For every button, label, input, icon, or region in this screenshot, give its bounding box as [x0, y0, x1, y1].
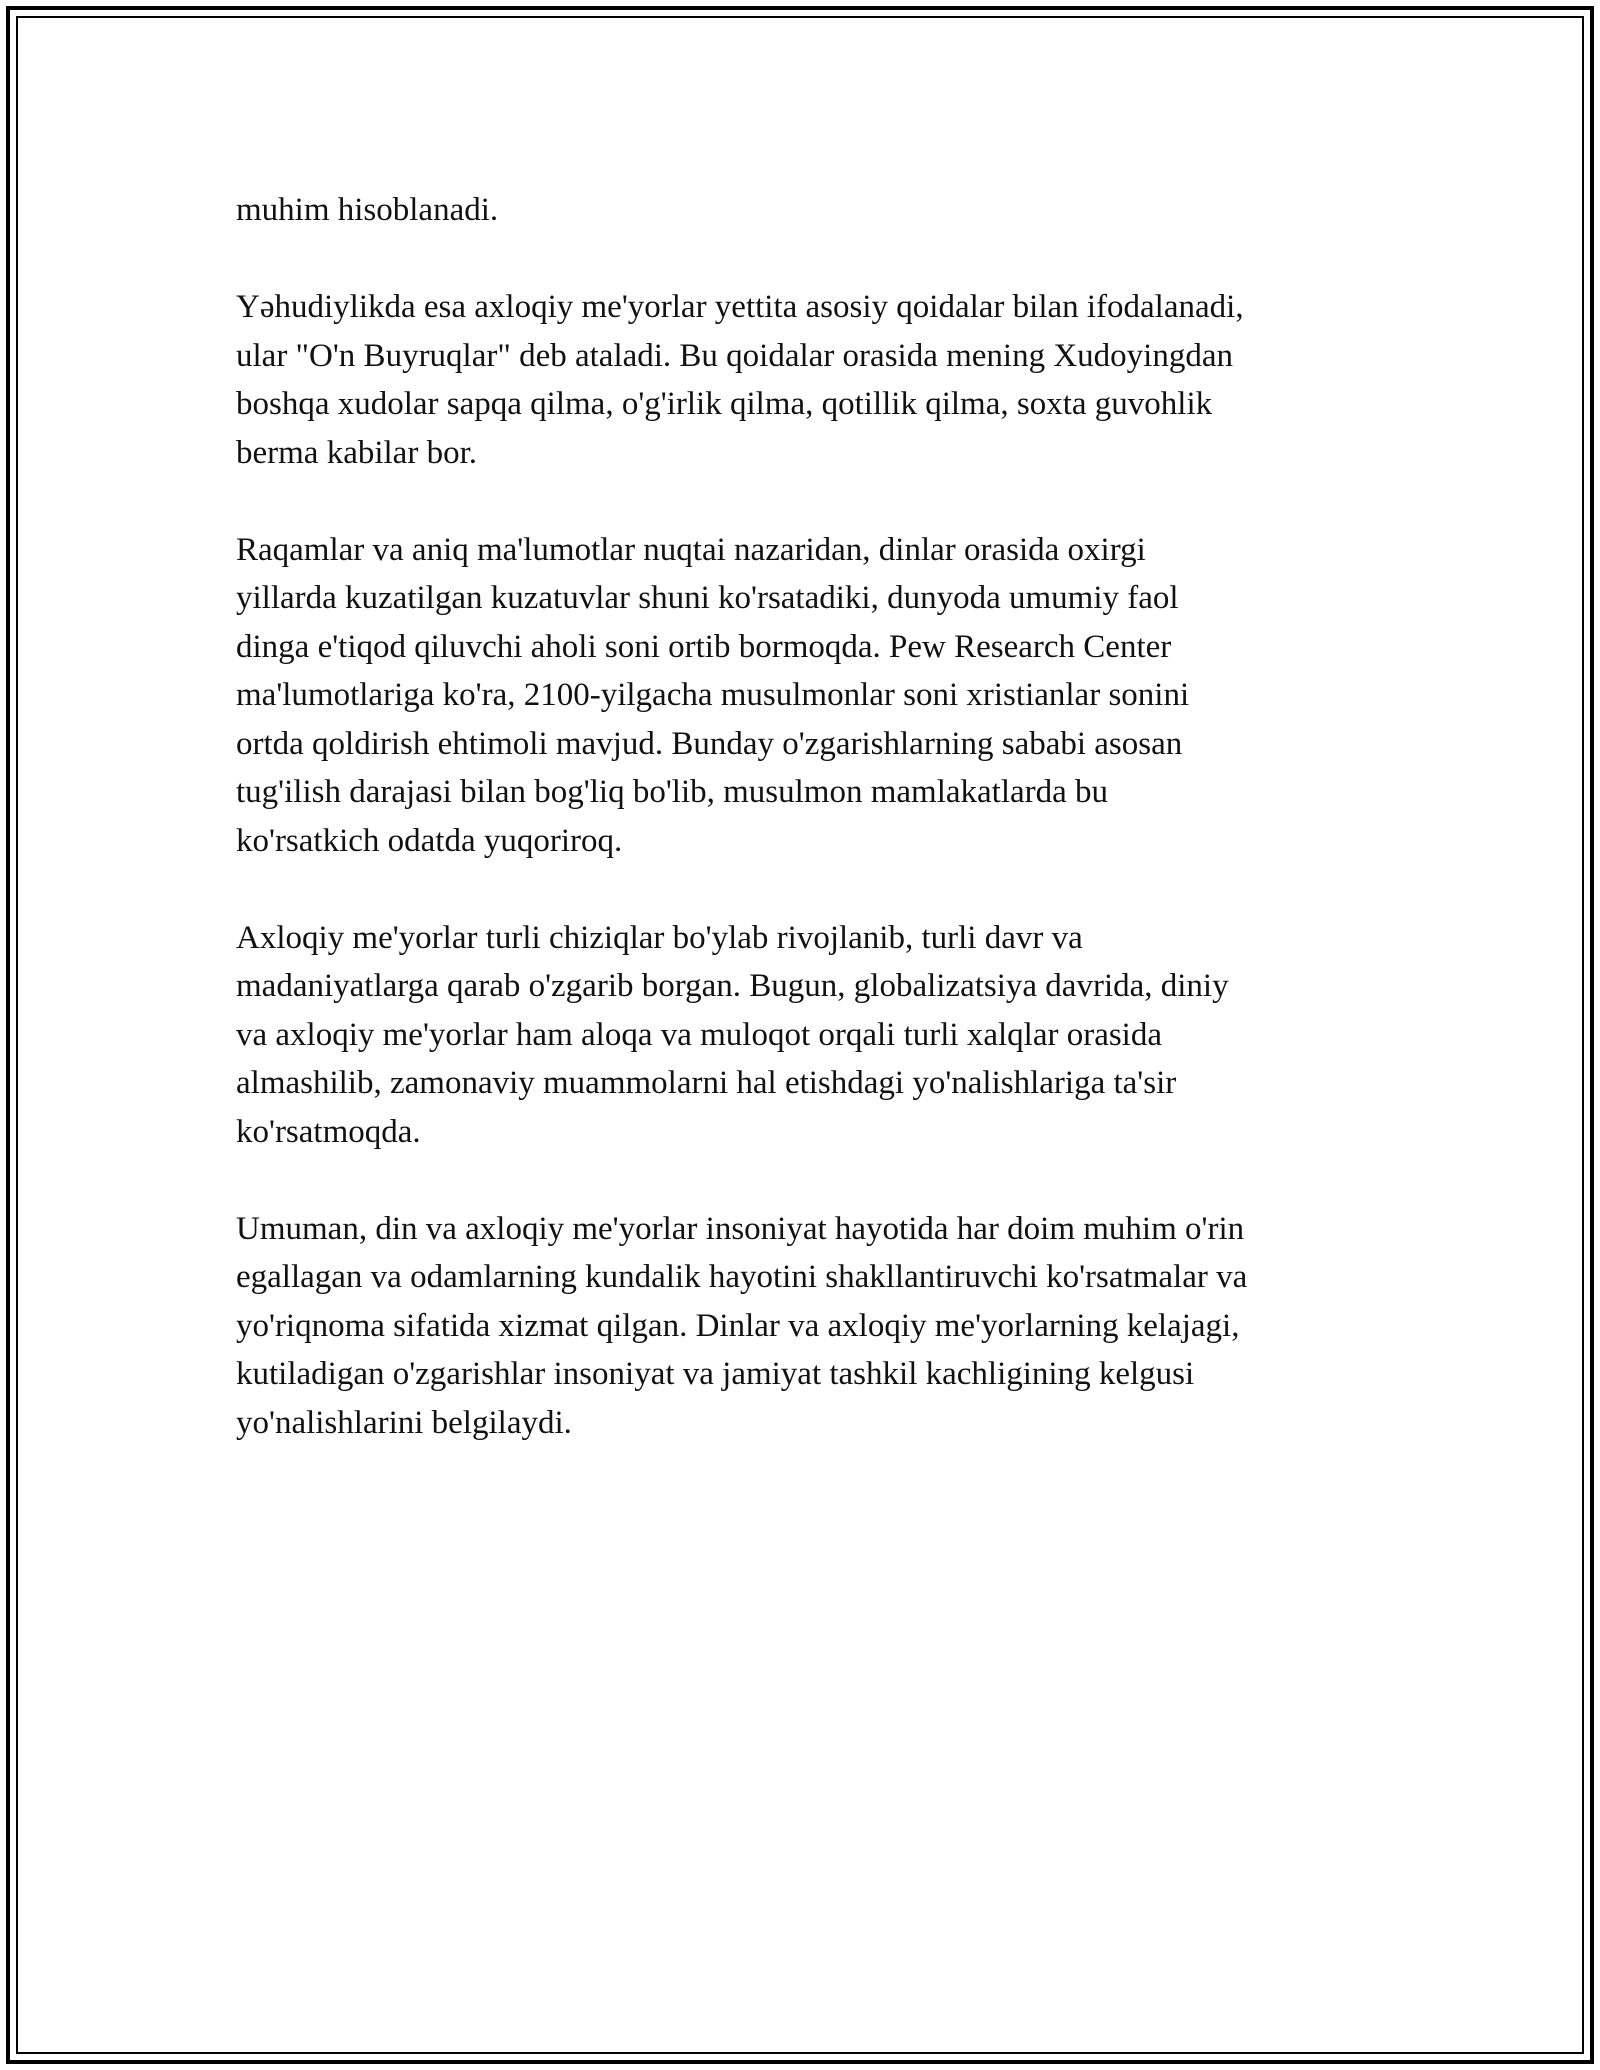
paragraph-3 — [236, 526, 1366, 866]
text-line: Raqamlar va aniq ma'lumotlar nuqtai nazaridan, dinlar orasida oxirgi — [236, 531, 1146, 568]
text-line: boshqa xudolar sapqa qilma, o'g'irlik qilma, qotillik qilma, soxta guvohlik — [236, 386, 1213, 422]
text-line: Axloqiy me'yorlar turli chiziqlar bo'ylab rivojlanib, turli davr va — [236, 919, 1083, 956]
text-line: ortda qoldirish ehtimoli mavjud. Bunday o'zgarishlarning sababi asosan — [236, 725, 1183, 762]
text-line: almashilib, zamonaviy muammolarni hal etishdagi yo'nalishlariga ta'sir — [236, 1065, 1177, 1101]
text-line: Yəhudiylikda esa axloqiy me'yorlar yettita asosiy qoidalar bilan ifodalanadi, — [236, 289, 1244, 325]
text-line: tug'ilish darajasi bilan bog'liq bo'lib, musulmon mamlakatlarda bu — [236, 774, 1109, 810]
text-line: dinga e'tiqod qiluvchi aholi soni ortib bormoqda. Pew Research Center — [236, 628, 1172, 665]
text-line: va axloqiy me'yorlar ham aloqa va muloqot orqali turli xalqlar orasida — [236, 1016, 1162, 1053]
text-line: ko'rsatkich odatda yuqoriroq. — [236, 822, 623, 859]
text-line: yo'nalishlarini belgilaydi. — [236, 1404, 572, 1441]
text-line: madaniyatlarga qarab o'zgarib borgan. Bugun, globalizatsiya davrida, diniy — [236, 968, 1229, 1004]
text-line: ko'rsatmoqda. — [236, 1113, 421, 1150]
text-line: muhim hisoblanadi. — [236, 192, 499, 228]
paragraph-4 — [236, 914, 1366, 1157]
text-line: ma'lumotlariga ko'ra, 2100-yilgacha musulmonlar soni xristianlar sonini — [236, 677, 1190, 713]
paragraph-5 — [236, 1205, 1366, 1448]
text-line: ular "O'n Buyruqlar" deb ataladi. Bu qoidalar orasida mening Xudoyingdan — [236, 337, 1233, 374]
text-line: kutiladigan o'zgarishlar insoniyat va jamiyat tashkil kachligining kelgusi — [236, 1356, 1195, 1392]
text-line: yillarda kuzatilgan kuzatuvlar shuni ko'rsatadiki, dunyoda umumiy faol — [236, 580, 1179, 616]
text-line: Umuman, din va axloqiy me'yorlar insoniyat hayotida har doim muhim o'rin — [236, 1210, 1245, 1247]
paragraph-1 — [236, 186, 1366, 235]
document-body — [236, 186, 1366, 1496]
text-line: yo'riqnoma sifatida xizmat qilgan. Dinlar va axloqiy me'yorlarning kelajagi, — [236, 1307, 1240, 1344]
paragraph-2 — [236, 283, 1366, 477]
text-line: berma kabilar bor. — [236, 434, 477, 471]
text-line: egallagan va odamlarning kundalik hayotini shakllantiruvchi ko'rsatmalar va — [236, 1259, 1248, 1295]
